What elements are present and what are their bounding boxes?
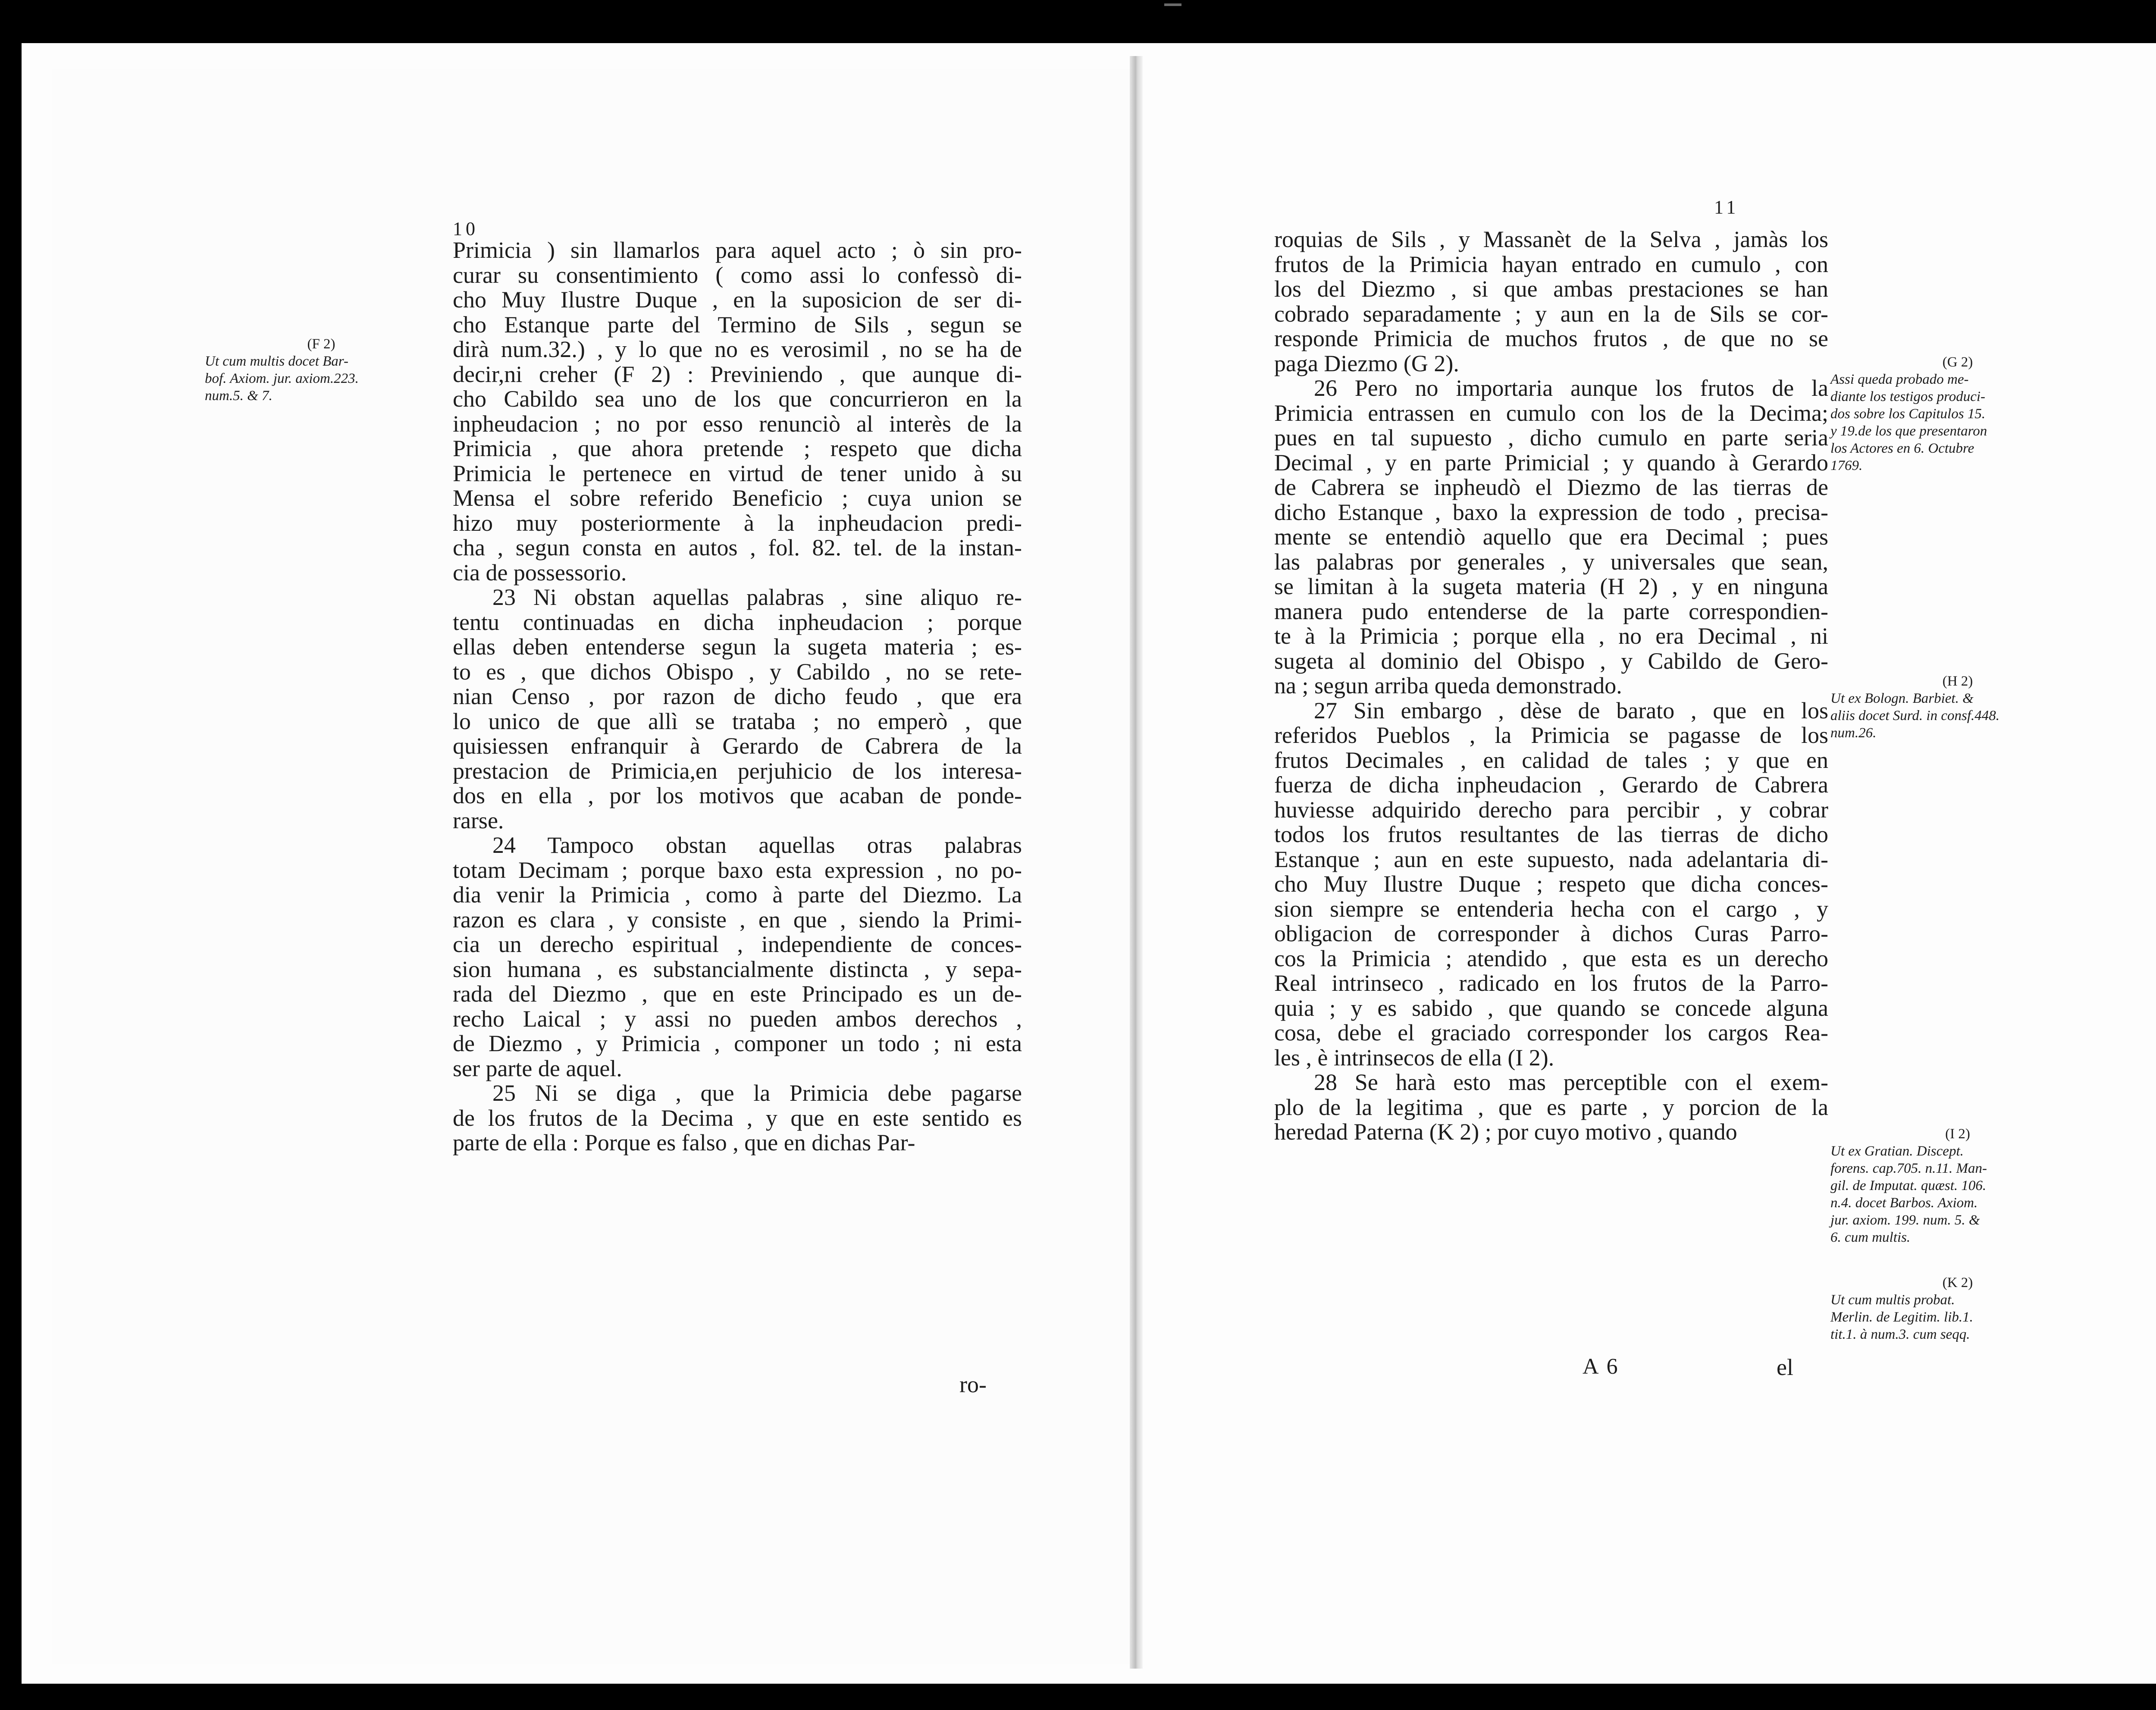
text-line: nian Censo , por razon de dicho feudo , que era xyxy=(453,683,1022,709)
text-line: cosa, debe el graciado corresponder los cargos Rea- xyxy=(1274,1020,1828,1046)
text-line: 25 Ni se diga , que la Primicia debe pagarse xyxy=(492,1080,1022,1106)
note-line: aliis docet Surd. in consf.448. xyxy=(1830,708,2000,723)
text-line: lo unico de que allì se trataba ; no emperò , que xyxy=(453,708,1022,734)
note-line: y 19.de los que presentaron xyxy=(1830,423,1987,439)
note-line: bof. Axiom. jur. axiom.223. xyxy=(205,371,359,386)
note-line: Ut ex Bologn. Barbiet. & xyxy=(1830,691,1974,706)
note-line: tit.1. à num.3. cum seqq. xyxy=(1830,1327,1970,1342)
text-line: recho Laical ; y assi no pueden ambos derechos , xyxy=(453,1005,1022,1032)
note-line: num.26. xyxy=(1830,725,1877,741)
book-gutter xyxy=(1130,56,1143,1669)
note-mark: (G 2) xyxy=(1942,354,1973,370)
text-line: Primicia le pertenece en virtud de tener unido à su xyxy=(453,460,1022,486)
note-mark: (I 2) xyxy=(1945,1126,1970,1142)
text-line: pues en tal supuesto , dicho cumulo en parte seria xyxy=(1274,425,1828,451)
text-line: sion humana , es substancialmente distincta , y sepa- xyxy=(453,956,1022,982)
text-line: los del Diezmo , si que ambas prestaciones se han xyxy=(1274,276,1828,302)
note-mark: (H 2) xyxy=(1942,673,1973,689)
text-line: sugeta al dominio del Obispo , y Cabildo de Gero- xyxy=(1274,648,1828,674)
text-line: responde Primicia de muchos frutos , de que no se xyxy=(1274,326,1828,351)
text-line: hizo muy posteriormente à la inpheudacion predi- xyxy=(453,510,1022,536)
text-line: de Diezmo , y Primicia , componer un todo ; ni esta xyxy=(453,1030,1022,1056)
note-line: gil. de Imputat. quæst. 106. xyxy=(1830,1178,1987,1193)
note-line: n.4. docet Barbos. Axiom. xyxy=(1830,1195,1978,1211)
text-line: na ; segun arriba queda demonstrado. xyxy=(1274,673,1622,698)
note-line: jur. axiom. 199. num. 5. & xyxy=(1830,1212,1980,1228)
text-line: referidos Pueblos , la Primicia se pagasse de los xyxy=(1274,722,1828,748)
note-line: Assi queda probado me- xyxy=(1830,372,1969,387)
text-line: te à la Primicia ; porque ella , no era Decimal , ni xyxy=(1274,623,1828,649)
text-line: cho Estanque parte del Termino de Sils , segun se xyxy=(453,311,1022,338)
text-line: de Cabrera se inpheudò el Diezmo de las tierras de xyxy=(1274,474,1828,500)
text-line: tentu continuadas en dicha inpheudacion ; porque xyxy=(453,609,1022,635)
text-line: razon es clara , y consiste , en que , siendo la Primi- xyxy=(453,906,1022,933)
left-margin-note xyxy=(205,335,438,404)
scan-mark xyxy=(1164,3,1181,6)
note-line: Ut cum multis probat. xyxy=(1830,1292,1955,1308)
text-line: cho Muy Ilustre Duque ; respeto que dicha conces- xyxy=(1274,871,1828,897)
text-line: se limitan à la sugeta materia (H 2) , y en ninguna xyxy=(1274,573,1828,599)
text-line: cho Muy Ilustre Duque , en la suposicion de ser di- xyxy=(453,287,1022,313)
right-page-body-text xyxy=(1274,227,1828,1145)
text-line: 27 Sin embargo , dèse de barato , que en los xyxy=(1314,697,1828,723)
text-line: las palabras por generales , y universales que sean, xyxy=(1274,548,1828,575)
left-page-body-text xyxy=(453,238,1022,1156)
text-line: sion siempre se entenderia hecha con el cargo , y xyxy=(1274,896,1828,922)
signature-mark: A 6 xyxy=(1583,1354,1620,1379)
note-line: Ut ex Gratian. Discept. xyxy=(1830,1143,1964,1159)
left-page-number: 10 xyxy=(453,218,479,239)
text-line: quia ; y es sabido , que quando se concede alguna xyxy=(1274,995,1828,1021)
text-line: plo de la legitima , que es parte , y porcion de la xyxy=(1274,1094,1828,1120)
text-line: todos los frutos resultantes de las tierras de dicho xyxy=(1274,821,1828,847)
text-line: mente se entendiò aquello que era Decimal ; pues xyxy=(1274,524,1828,550)
text-line: fuerza de dicha inpheudacion , Gerardo de Cabrera xyxy=(1274,772,1828,798)
note-line: los Actores en 6. Octubre xyxy=(1830,441,1974,456)
text-line: heredad Paterna (K 2) ; por cuyo motivo , quando xyxy=(1274,1119,1737,1145)
note-line: 6. cum multis. xyxy=(1830,1230,1911,1245)
text-line: roquias de Sils , y Massanèt de la Selva , jamàs los xyxy=(1274,226,1828,252)
text-line: les , è intrinsecos de ella (I 2). xyxy=(1274,1044,1554,1071)
right-margin-note-k xyxy=(1830,1274,2085,1343)
note-line: Merlin. de Legitim. lib.1. xyxy=(1830,1309,1973,1325)
note-line: 1769. xyxy=(1830,458,1863,473)
note-line: Ut cum multis docet Bar- xyxy=(205,354,348,369)
text-line: dicho Estanque , baxo la expression de todo , precisa- xyxy=(1274,499,1828,525)
left-catchword: ro- xyxy=(959,1372,987,1397)
right-margin-note-g xyxy=(1830,354,2085,474)
text-line: dos en ella , por los motivos que acaban de ponde- xyxy=(453,783,1022,808)
text-line: decir,ni creher (F 2) : Previniendo , que aunque di- xyxy=(453,361,1022,387)
text-line: cha , segun consta en autos , fol. 82. tel. de la instan- xyxy=(453,535,1022,561)
note-line: diante los testigos produci- xyxy=(1830,389,1986,404)
text-line: ellas deben entenderse segun la sugeta materia ; es- xyxy=(453,634,1022,660)
text-line: 23 Ni obstan aquellas palabras , sine aliquo re- xyxy=(492,584,1022,610)
note-line: forens. cap.705. n.11. Man- xyxy=(1830,1161,1987,1176)
right-page-number: 11 xyxy=(1714,197,1739,218)
text-line: paga Diezmo (G 2). xyxy=(1274,350,1459,376)
text-line: 28 Se harà esto mas perceptible con el exem- xyxy=(1314,1069,1828,1095)
text-line: manera pudo entenderse de la parte correspondien- xyxy=(1274,598,1828,624)
right-margin-note-h xyxy=(1830,673,2085,742)
note-line: dos sobre los Capitulos 15. xyxy=(1830,406,1986,422)
text-line: rarse. xyxy=(453,807,504,833)
text-line: 26 Pero no importaria aunque los frutos de la xyxy=(1314,375,1828,401)
text-line: rada del Diezmo , que en este Principado es un de- xyxy=(453,981,1022,1007)
note-line: num.5. & 7. xyxy=(205,388,273,404)
text-line: parte de ella : Porque es falso , que en dichas Par- xyxy=(453,1130,915,1156)
text-line: de los frutos de la Decima , y que en este sentido es xyxy=(453,1105,1022,1131)
text-line: 24 Tampoco obstan aquellas otras palabras xyxy=(492,832,1022,858)
text-line: Real intrinseco , radicado en los frutos de la Parro- xyxy=(1274,970,1828,996)
text-line: cho Cabildo sea uno de los que concurrieron en la xyxy=(453,386,1022,412)
text-line: cobrado separadamente ; y aun en la de Sils se cor- xyxy=(1274,301,1828,327)
text-line: huviesse adquirido derecho para percibir , y cobrar xyxy=(1274,796,1828,823)
text-line: cia de possessorio. xyxy=(453,559,627,586)
text-line: quisiessen enfranquir à Gerardo de Cabrera de la xyxy=(453,733,1022,759)
text-line: dia venir la Primicia , como à parte del Diezmo. La xyxy=(453,882,1022,908)
text-line: totam Decimam ; porque baxo esta expression , no po- xyxy=(453,857,1022,883)
text-line: frutos de la Primicia hayan entrado en cumulo , con xyxy=(1274,251,1828,277)
text-line: prestacion de Primicia,en perjuhicio de los interesa- xyxy=(453,758,1022,784)
right-catchword: el xyxy=(1777,1354,1793,1380)
text-line: Estanque ; aun en este supuesto, nada adelantaria di- xyxy=(1274,846,1828,872)
text-line: dirà num.32.) , y lo que no es verosimil , no se ha de xyxy=(453,336,1022,362)
note-mark: (K 2) xyxy=(1942,1275,1973,1290)
text-line: curar su consentimiento ( como assi lo confessò di- xyxy=(453,262,1022,288)
text-line: frutos Decimales , en calidad de tales ; y que en xyxy=(1274,747,1828,773)
text-line: cos la Primicia ; atendido , que esta es un derecho xyxy=(1274,945,1828,971)
right-margin-note-i xyxy=(1830,1125,2085,1246)
scanned-book-spread xyxy=(22,43,2156,1684)
text-line: Decimal , y en parte Primicial ; y quando à Gerardo xyxy=(1274,449,1828,476)
text-line: inpheudacion ; no por esso renunciò al interès de la xyxy=(453,410,1022,437)
text-line: ser parte de aquel. xyxy=(453,1055,622,1081)
text-line: Primicia ) sin llamarlos para aquel acto ; ò sin pro- xyxy=(453,237,1022,263)
text-line: cia un derecho espiritual , independiente de conces- xyxy=(453,931,1022,957)
text-line: obligacion de corresponder à dichos Curas Parro- xyxy=(1274,921,1828,946)
note-mark: (F 2) xyxy=(307,336,335,352)
text-line: Primicia , que ahora pretende ; respeto que dicha xyxy=(453,435,1022,461)
text-line: to es , que dichos Obispo , y Cabildo , no se rete- xyxy=(453,658,1022,685)
text-line: Primicia entrassen en cumulo con los de la Decima; xyxy=(1274,400,1828,426)
text-line: Mensa el sobre referido Beneficio ; cuya union se xyxy=(453,485,1022,511)
